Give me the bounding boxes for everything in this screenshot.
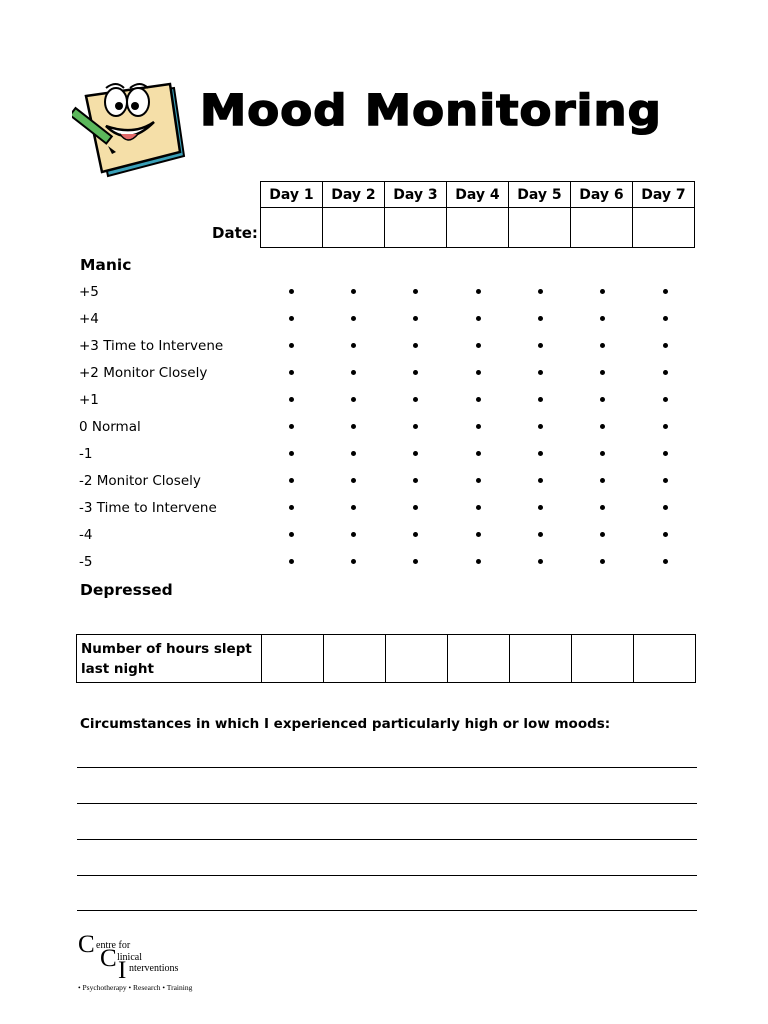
- rating-dot[interactable]: [289, 559, 294, 564]
- sleep-label-line2: last night: [81, 660, 154, 677]
- rating-dot[interactable]: [538, 478, 543, 483]
- rating-dot[interactable]: [289, 397, 294, 402]
- rating-dot[interactable]: [600, 316, 605, 321]
- scale-row: [79, 419, 699, 439]
- rating-dot[interactable]: [476, 424, 481, 429]
- rating-dot[interactable]: [476, 343, 481, 348]
- rating-dot[interactable]: [413, 451, 418, 456]
- rating-dot[interactable]: [663, 505, 668, 510]
- sleep-cell[interactable]: [448, 635, 510, 683]
- scale-label: +2 Monitor Closely: [79, 365, 208, 381]
- rating-dot[interactable]: [663, 559, 668, 564]
- date-cell[interactable]: [385, 208, 447, 248]
- rating-dot[interactable]: [538, 370, 543, 375]
- rating-dot[interactable]: [289, 478, 294, 483]
- logo-word: linical: [117, 952, 142, 963]
- rating-dot[interactable]: [663, 316, 668, 321]
- date-cell[interactable]: [571, 208, 633, 248]
- scale-label: +1: [79, 392, 99, 408]
- rating-dot[interactable]: [600, 478, 605, 483]
- date-cell[interactable]: [447, 208, 509, 248]
- rating-dot[interactable]: [413, 397, 418, 402]
- rating-dot[interactable]: [476, 289, 481, 294]
- scale-label: -5: [79, 554, 93, 570]
- scale-row: [79, 338, 699, 358]
- day-header: Day 7: [633, 182, 695, 208]
- scale-label: +3 Time to Intervene: [79, 338, 224, 354]
- rating-dot[interactable]: [663, 424, 668, 429]
- rating-dot[interactable]: [289, 424, 294, 429]
- logo-initial: C: [100, 945, 117, 972]
- rating-dot[interactable]: [289, 532, 294, 537]
- scale-label: +5: [79, 284, 99, 300]
- sleep-cell[interactable]: [572, 635, 634, 683]
- rating-dot[interactable]: [538, 397, 543, 402]
- scale-row: [79, 554, 699, 574]
- rating-dot[interactable]: [663, 532, 668, 537]
- day-header: Day 3: [385, 182, 447, 208]
- sleep-cell[interactable]: [324, 635, 386, 683]
- date-cell[interactable]: [323, 208, 385, 248]
- date-cell[interactable]: [509, 208, 571, 248]
- scale-label: -3 Time to Intervene: [79, 500, 217, 516]
- rating-dot[interactable]: [476, 451, 481, 456]
- rating-dot[interactable]: [476, 532, 481, 537]
- rating-dot[interactable]: [289, 451, 294, 456]
- writing-line[interactable]: [77, 910, 697, 911]
- scale-row: [79, 284, 699, 304]
- logo-initial: C: [78, 931, 95, 958]
- rating-dot[interactable]: [351, 559, 356, 564]
- day-date-table: [260, 181, 695, 248]
- rating-dot[interactable]: [413, 559, 418, 564]
- scale-label: +4: [79, 311, 99, 327]
- rating-dot[interactable]: [351, 370, 356, 375]
- scale-row: [79, 500, 699, 520]
- date-cell[interactable]: [261, 208, 323, 248]
- rating-dot[interactable]: [351, 478, 356, 483]
- smiling-notepad-with-pencil-icon: [72, 78, 188, 180]
- logo-word: entre for: [96, 940, 131, 951]
- depressed-label: Depressed: [80, 581, 173, 599]
- sleep-cell[interactable]: [634, 635, 696, 683]
- sleep-cell[interactable]: [386, 635, 448, 683]
- rating-dot[interactable]: [289, 316, 294, 321]
- writing-line[interactable]: [77, 839, 697, 840]
- rating-dot[interactable]: [663, 370, 668, 375]
- writing-line[interactable]: [77, 767, 697, 768]
- rating-dot[interactable]: [600, 289, 605, 294]
- rating-dot[interactable]: [538, 451, 543, 456]
- sleep-table: [76, 634, 696, 683]
- sleep-cell[interactable]: [510, 635, 572, 683]
- day-header: Day 5: [509, 182, 571, 208]
- sleep-label-line1: Number of hours slept: [81, 640, 252, 657]
- rating-dot[interactable]: [600, 397, 605, 402]
- rating-dot[interactable]: [538, 559, 543, 564]
- scale-row: [79, 365, 699, 385]
- rating-dot[interactable]: [351, 451, 356, 456]
- scale-row: [79, 392, 699, 412]
- day-header: Day 4: [447, 182, 509, 208]
- logo-tagline: • Psychotherapy • Research • Training: [78, 983, 193, 992]
- rating-dot[interactable]: [289, 289, 294, 294]
- writing-line[interactable]: [77, 875, 697, 876]
- rating-dot[interactable]: [538, 289, 543, 294]
- rating-dot[interactable]: [351, 289, 356, 294]
- rating-dot[interactable]: [476, 370, 481, 375]
- rating-dot[interactable]: [600, 370, 605, 375]
- rating-dot[interactable]: [600, 451, 605, 456]
- manic-label: Manic: [80, 256, 132, 274]
- rating-dot[interactable]: [538, 316, 543, 321]
- scale-row: [79, 446, 699, 466]
- rating-dot[interactable]: [413, 478, 418, 483]
- date-label: Date:: [212, 224, 258, 242]
- rating-dot[interactable]: [351, 343, 356, 348]
- logo-word: nterventions: [129, 963, 179, 974]
- rating-dot[interactable]: [663, 451, 668, 456]
- rating-dot[interactable]: [289, 343, 294, 348]
- day-header: Day 1: [261, 182, 323, 208]
- rating-dot[interactable]: [600, 532, 605, 537]
- rating-dot[interactable]: [351, 505, 356, 510]
- rating-dot[interactable]: [413, 343, 418, 348]
- rating-dot[interactable]: [413, 424, 418, 429]
- rating-dot[interactable]: [476, 559, 481, 564]
- rating-dot[interactable]: [413, 316, 418, 321]
- sleep-cell[interactable]: [262, 635, 324, 683]
- scale-label: 0 Normal: [79, 419, 141, 435]
- rating-dot[interactable]: [289, 370, 294, 375]
- rating-dot[interactable]: [538, 424, 543, 429]
- rating-dot[interactable]: [476, 316, 481, 321]
- rating-dot[interactable]: [663, 343, 668, 348]
- scale-row: [79, 473, 699, 493]
- date-cell[interactable]: [633, 208, 695, 248]
- rating-dot[interactable]: [351, 424, 356, 429]
- rating-dot[interactable]: [289, 505, 294, 510]
- rating-dot[interactable]: [600, 343, 605, 348]
- rating-dot[interactable]: [600, 559, 605, 564]
- day-header: Day 6: [571, 182, 633, 208]
- rating-dot[interactable]: [538, 343, 543, 348]
- scale-label: -2 Monitor Closely: [79, 473, 201, 489]
- page-title: Mood Monitoring: [200, 86, 662, 136]
- scale-label: -4: [79, 527, 93, 543]
- rating-dot[interactable]: [351, 532, 356, 537]
- rating-dot[interactable]: [476, 478, 481, 483]
- scale-row: [79, 527, 699, 547]
- rating-dot[interactable]: [476, 397, 481, 402]
- rating-dot[interactable]: [538, 505, 543, 510]
- rating-dot[interactable]: [413, 289, 418, 294]
- day-header: Day 2: [323, 182, 385, 208]
- rating-dot[interactable]: [663, 478, 668, 483]
- rating-dot[interactable]: [600, 424, 605, 429]
- circumstances-label: Circumstances in which I experienced particularly high or low moods:: [80, 716, 611, 732]
- rating-dot[interactable]: [663, 397, 668, 402]
- rating-dot[interactable]: [413, 532, 418, 537]
- rating-dot[interactable]: [538, 532, 543, 537]
- rating-dot[interactable]: [663, 289, 668, 294]
- cci-logo: [78, 932, 218, 996]
- rating-dot[interactable]: [600, 505, 605, 510]
- rating-dot[interactable]: [351, 397, 356, 402]
- rating-dot[interactable]: [413, 505, 418, 510]
- rating-dot[interactable]: [413, 370, 418, 375]
- rating-dot[interactable]: [351, 316, 356, 321]
- sleep-label: [77, 635, 262, 683]
- scale-label: -1: [79, 446, 93, 462]
- writing-line[interactable]: [77, 803, 697, 804]
- logo-initial: I: [118, 957, 127, 984]
- scale-row: [79, 311, 699, 331]
- rating-dot[interactable]: [476, 505, 481, 510]
